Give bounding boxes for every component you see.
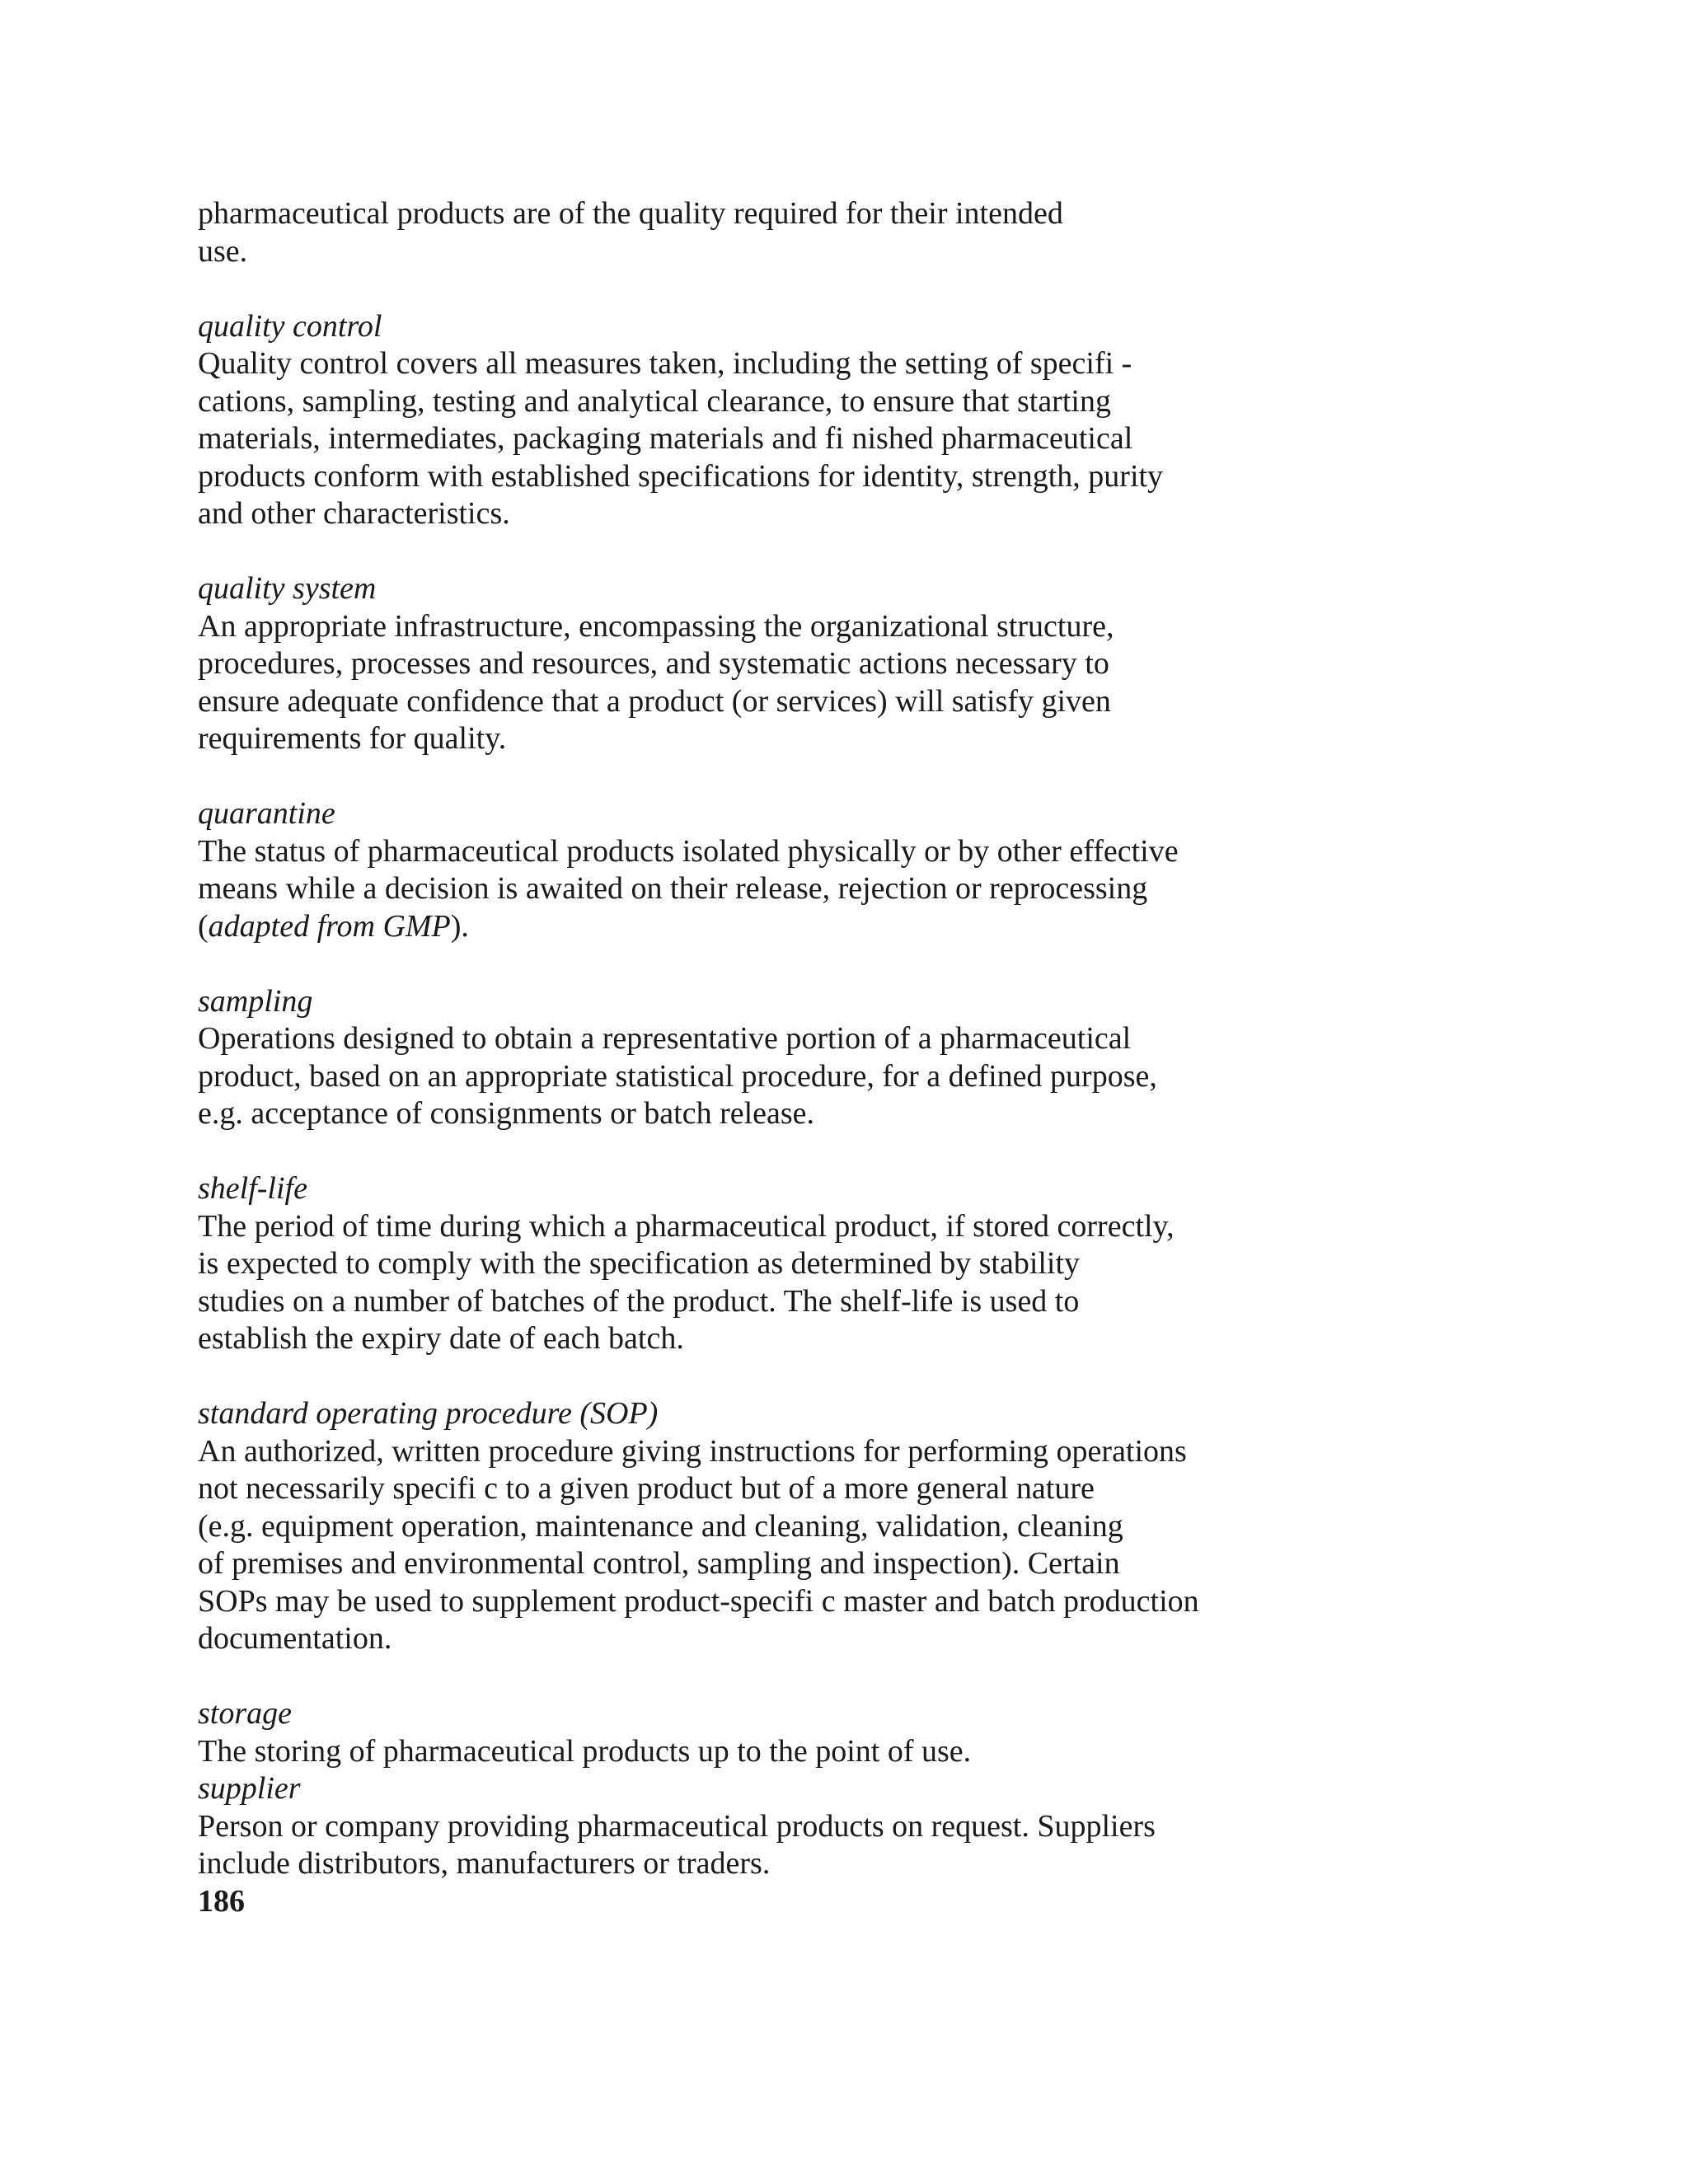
body-line: (e.g. equipment operation, maintenance and cleaning, validation, cleaning <box>198 1508 1123 1544</box>
opening-paragraph <box>198 195 1517 270</box>
glossary-entry-sampling <box>198 983 1517 1133</box>
body-line: SOPs may be used to supplement product-specifi c master and batch production <box>198 1583 1199 1619</box>
entry-term: quality control <box>198 308 382 344</box>
glossary-entry-quality-control <box>198 308 1517 533</box>
entry-term: supplier <box>198 1771 301 1806</box>
body-line: An appropriate infrastructure, encompassing the organizational structure, <box>198 608 1114 644</box>
entry-term: quarantine <box>198 796 335 831</box>
body-line: An authorized, written procedure giving instructions for performing operations <box>198 1433 1187 1469</box>
body-line: use. <box>198 233 248 269</box>
entry-term: storage <box>198 1696 292 1731</box>
body-line: e.g. acceptance of consignments or batch release. <box>198 1096 815 1131</box>
body-line: Operations designed to obtain a representative portion of a pharmaceutical <box>198 1021 1132 1056</box>
glossary-entry-sop <box>198 1395 1517 1658</box>
body-line <box>198 908 1517 946</box>
body-line: not necessarily specifi c to a given product but of a more general nature <box>198 1471 1095 1506</box>
body-line: and other characteristics. <box>198 496 510 531</box>
body-line: product, based on an appropriate statistical procedure, for a defined purpose, <box>198 1058 1157 1094</box>
document-page <box>198 195 1517 1920</box>
glossary-entry-shelf-life <box>198 1170 1517 1358</box>
body-line: products conform with established specifications for identity, strength, purity <box>198 458 1164 494</box>
page-number: 186 <box>198 1883 245 1919</box>
body-line: Person or company providing pharmaceutical products on request. Suppliers <box>198 1808 1156 1844</box>
body-line: requirements for quality. <box>198 721 507 756</box>
entry-term: shelf-life <box>198 1171 307 1206</box>
entry-term: quality system <box>198 571 377 606</box>
glossary-entry-storage <box>198 1695 1517 1770</box>
glossary-entry-quarantine <box>198 795 1517 945</box>
body-line: cations, sampling, testing and analytical clearance, to ensure that starting <box>198 383 1111 419</box>
body-line: documentation. <box>198 1621 392 1656</box>
body-line: The period of time during which a pharmaceutical product, if stored correctly, <box>198 1208 1175 1244</box>
body-line: studies on a number of batches of the product. The shelf-life is used to <box>198 1283 1080 1319</box>
body-line: ensure adequate confidence that a product (or services) will satisfy given <box>198 683 1111 719</box>
body-line: establish the expiry date of each batch. <box>198 1321 684 1356</box>
body-line: The status of pharmaceutical products isolated physically or by other effective <box>198 833 1179 869</box>
entry-term: standard operating procedure (SOP) <box>198 1396 659 1431</box>
body-line: include distributors, manufacturers or traders. <box>198 1846 771 1881</box>
body-line: materials, intermediates, packaging materials and fi nished pharmaceutical <box>198 421 1133 456</box>
body-line: means while a decision is awaited on their release, rejection or reprocessing <box>198 871 1148 906</box>
glossary-entry-quality-system <box>198 570 1517 758</box>
entry-term: sampling <box>198 983 313 1019</box>
paren-close: ). <box>450 908 469 944</box>
paren-open: ( <box>198 908 209 944</box>
source-reference: adapted from GMP <box>208 908 451 944</box>
glossary-entry-supplier <box>198 1770 1517 1883</box>
body-line: The storing of pharmaceutical products up to the point of use. <box>198 1733 972 1769</box>
body-line: procedures, processes and resources, and systematic actions necessary to <box>198 646 1109 681</box>
body-line: of premises and environmental control, sampling and inspection). Certain <box>198 1546 1120 1581</box>
body-line: pharmaceutical products are of the quality required for their intended <box>198 196 1063 231</box>
body-line: Quality control covers all measures taken, including the setting of specifi - <box>198 346 1132 381</box>
body-line: is expected to comply with the specification as determined by stability <box>198 1246 1081 1281</box>
